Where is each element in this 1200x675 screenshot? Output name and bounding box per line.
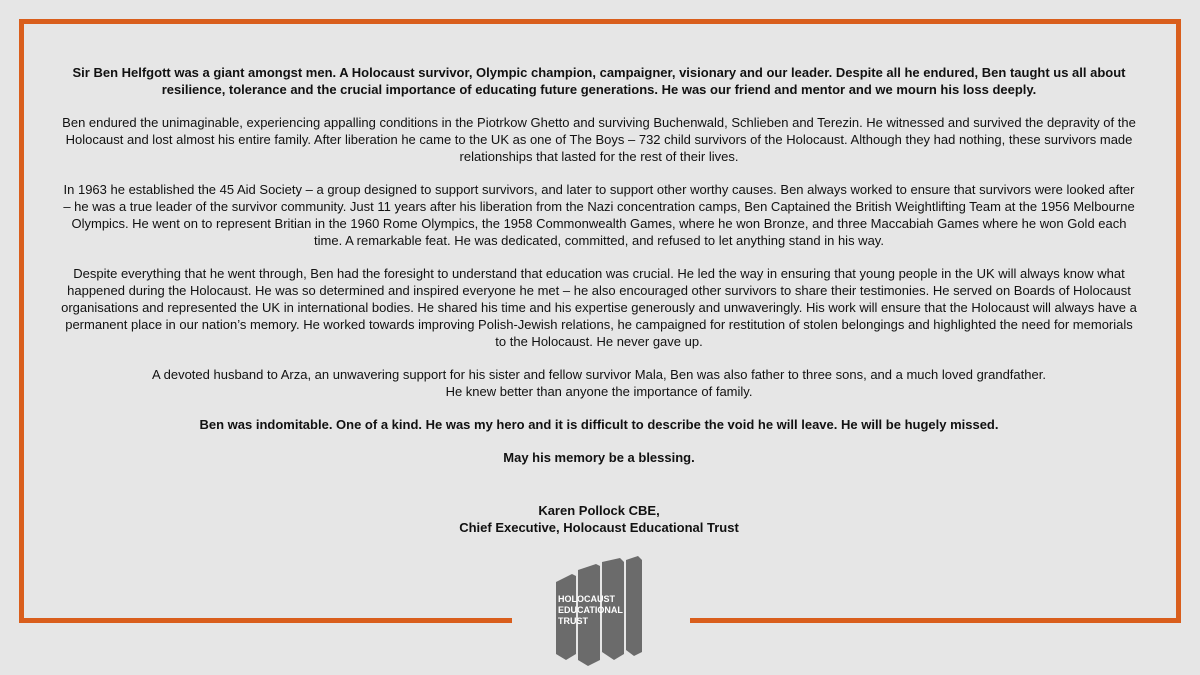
frame-top-border bbox=[19, 19, 1181, 24]
statement-paragraph-7: May his memory be a blessing. bbox=[503, 450, 695, 465]
statement-paragraph-3: In 1963 he established the 45 Aid Society – a group designed to support survivors, and later to support other worthy causes. Ben always worked to ensure that survivors were looked after – he was a true leader of the survivor community. Just 11 years after his liberation from the Nazi concentration camps, Ben Captained the British Weightlifting Team at the 1956 Melbourne Olympics. He went on to represent Britian in the 1960 Rome Olympics, the 1958 Commonwealth Games, where he won Bronze, and three Maccabiah Games where he won Gold each time. A remarkable feat. He was dedicated, committed, and refused to let anything stand in his way. bbox=[63, 182, 1135, 248]
statement-paragraph-5 bbox=[60, 366, 1138, 400]
holocaust-educational-trust-logo bbox=[552, 556, 644, 666]
signature-title: Chief Executive, Holocaust Educational Trust bbox=[459, 520, 739, 535]
frame-right-border bbox=[1176, 19, 1181, 623]
statement-paragraph-6: Ben was indomitable. One of a kind. He was my hero and it is difficult to describe the void he will leave. He will be hugely missed. bbox=[199, 417, 999, 432]
statement-paragraph-5-line-1: A devoted husband to Arza, an unwavering support for his sister and fellow survivor Mala, Ben was also father to three sons, and a much loved grandfather. bbox=[152, 367, 1046, 382]
frame-bottom-left-border bbox=[19, 618, 512, 623]
logo-text-line-2: EDUCATIONAL bbox=[558, 605, 623, 615]
statement-paragraph-4: Despite everything that he went through, Ben had the foresight to understand that education was crucial. He led the way in ensuring that young people in the UK will always know what happened during the Holocaust. He was so determined and inspired everyone he met – he also encouraged other survivors to share their testimonies. He served on Boards of Holocaust organisations and represented the UK in international bodies. He shared his time and his expertise generously and unwaveringly. His work will ensure that the Holocaust will always have a permanent place in our nation’s memory. He worked towards improving Polish-Jewish relations, he campaigned for restitution of stolen belongings and highlighted the need for memorials to the Holocaust. He never gave up. bbox=[61, 266, 1137, 349]
logo-text-line-1: HOLOCAUST bbox=[558, 594, 615, 604]
statement-text bbox=[60, 64, 1138, 552]
signature bbox=[60, 502, 1138, 536]
logo-text-line-3: TRUST bbox=[558, 616, 588, 626]
logo-bar-2 bbox=[578, 564, 600, 666]
logo-bar-4 bbox=[626, 556, 642, 656]
statement-paragraph-1: Sir Ben Helfgott was a giant amongst men. A Holocaust survivor, Olympic champion, campaigner, visionary and our leader. Despite all he endured, Ben taught us all about resilience, tolerance and the crucial importance of educating future generations. He was our friend and mentor and we mourn his loss deeply. bbox=[72, 65, 1126, 97]
statement-paragraph-5-line-2: He knew better than anyone the importance of family. bbox=[445, 384, 753, 399]
frame-bottom-right-border bbox=[690, 618, 1181, 623]
signature-name: Karen Pollock CBE, bbox=[538, 503, 660, 518]
statement-paragraph-2: Ben endured the unimaginable, experiencing appalling conditions in the Piotrkow Ghetto and surviving Buchenwald, Schlieben and Terezin. He witnessed and survived the depravity of the Holocaust and lost almost his entire family. After liberation he came to the UK as one of The Boys – 732 child survivors of the Holocaust. Although they had nothing, these survivors made relationships that lasted for the rest of their lives. bbox=[62, 115, 1136, 164]
frame-left-border bbox=[19, 19, 24, 623]
